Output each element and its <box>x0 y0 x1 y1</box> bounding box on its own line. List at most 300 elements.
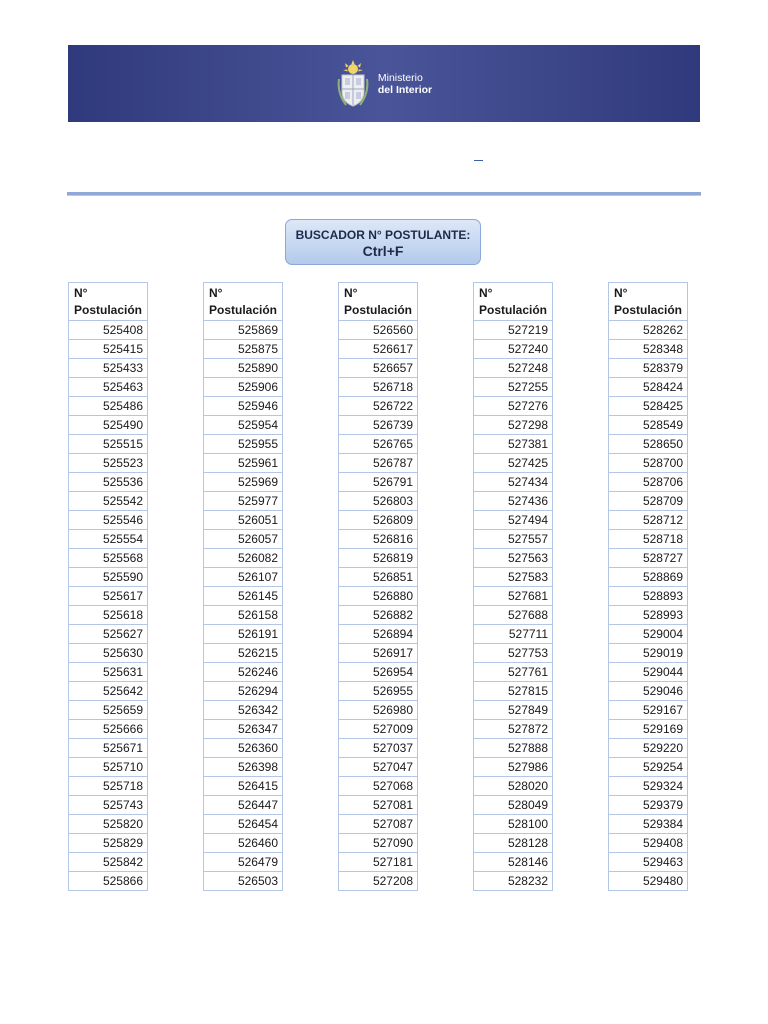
table-row <box>474 378 553 397</box>
table-row <box>474 321 553 340</box>
postulation-table-2 <box>203 282 283 891</box>
table-row <box>609 378 688 397</box>
table-row <box>339 758 418 777</box>
postulation-number: 527986 <box>474 758 553 777</box>
postulation-number: 527494 <box>474 511 553 530</box>
table-row <box>474 625 553 644</box>
postulation-number: 525415 <box>69 340 148 359</box>
table-row <box>474 492 553 511</box>
table-row <box>339 568 418 587</box>
header-line-2: Postulación <box>344 303 413 317</box>
postulation-number: 528232 <box>474 872 553 891</box>
postulation-number: 527815 <box>474 682 553 701</box>
table-row <box>204 492 283 511</box>
postulation-number: 528993 <box>609 606 688 625</box>
table-row <box>204 758 283 777</box>
table-row <box>204 587 283 606</box>
table-header-row <box>474 283 553 321</box>
postulation-table-5 <box>608 282 688 891</box>
postulation-number: 528869 <box>609 568 688 587</box>
table-row <box>474 473 553 492</box>
postulation-number: 527081 <box>339 796 418 815</box>
table-row <box>339 701 418 720</box>
postulation-number: 526739 <box>339 416 418 435</box>
header-line-1: N° <box>74 286 88 300</box>
postulation-number: 528650 <box>609 435 688 454</box>
table-row <box>69 796 148 815</box>
postulation-number: 526460 <box>204 834 283 853</box>
table-row <box>609 682 688 701</box>
postulation-number: 525536 <box>69 473 148 492</box>
postulation-number: 525542 <box>69 492 148 511</box>
postulation-number: 526718 <box>339 378 418 397</box>
postulation-number: 526447 <box>204 796 283 815</box>
postulation-number: 527557 <box>474 530 553 549</box>
table-row <box>609 872 688 891</box>
postulation-table-1 <box>68 282 148 891</box>
table-row <box>204 321 283 340</box>
table-row <box>609 777 688 796</box>
table-row <box>339 473 418 492</box>
table-row <box>339 549 418 568</box>
postulation-number: 525955 <box>204 435 283 454</box>
table-row <box>204 416 283 435</box>
horizontal-rule <box>67 192 701 196</box>
table-row <box>339 340 418 359</box>
table-row <box>69 853 148 872</box>
table-row <box>609 587 688 606</box>
table-row <box>69 340 148 359</box>
table-row <box>474 511 553 530</box>
postulation-number: 526722 <box>339 397 418 416</box>
table-row <box>204 872 283 891</box>
postulation-number: 529167 <box>609 701 688 720</box>
table-row <box>339 492 418 511</box>
table-row <box>339 682 418 701</box>
postulation-number: 525617 <box>69 587 148 606</box>
postulation-number: 525408 <box>69 321 148 340</box>
table-row <box>69 606 148 625</box>
table-row <box>69 568 148 587</box>
postulation-number: 525568 <box>69 549 148 568</box>
postulation-number: 527711 <box>474 625 553 644</box>
postulation-number: 525618 <box>69 606 148 625</box>
postulation-number: 525842 <box>69 853 148 872</box>
postulation-number: 526051 <box>204 511 283 530</box>
coat-of-arms-icon <box>336 59 370 109</box>
postulation-number: 525820 <box>69 815 148 834</box>
postulation-number: 529254 <box>609 758 688 777</box>
postulation-number: 527425 <box>474 454 553 473</box>
search-callout <box>285 219 481 265</box>
postulation-number: 528128 <box>474 834 553 853</box>
postulation-number: 527888 <box>474 739 553 758</box>
table-row <box>339 644 418 663</box>
postulation-number: 527219 <box>474 321 553 340</box>
postulation-number: 525710 <box>69 758 148 777</box>
table-row <box>339 815 418 834</box>
table-row <box>339 606 418 625</box>
table-row <box>474 397 553 416</box>
postulation-number: 526158 <box>204 606 283 625</box>
table-row <box>69 834 148 853</box>
table-row <box>474 777 553 796</box>
postulation-number: 525866 <box>69 872 148 891</box>
postulation-number: 527434 <box>474 473 553 492</box>
table-row <box>474 340 553 359</box>
postulation-number: 528049 <box>474 796 553 815</box>
ministry-logo <box>336 59 432 109</box>
postulation-number: 525671 <box>69 739 148 758</box>
table-row <box>474 663 553 682</box>
postulation-number: 527037 <box>339 739 418 758</box>
postulation-number: 525627 <box>69 625 148 644</box>
postulation-number: 526398 <box>204 758 283 777</box>
postulation-number: 528706 <box>609 473 688 492</box>
table-row <box>69 416 148 435</box>
postulation-number: 526415 <box>204 777 283 796</box>
table-row <box>474 549 553 568</box>
postulation-number: 526657 <box>339 359 418 378</box>
table-row <box>474 739 553 758</box>
postulation-number: 526347 <box>204 720 283 739</box>
table-row <box>609 492 688 511</box>
table-row <box>69 549 148 568</box>
postulation-number: 528146 <box>474 853 553 872</box>
table-row <box>204 378 283 397</box>
postulation-number: 525515 <box>69 435 148 454</box>
postulation-number: 526980 <box>339 701 418 720</box>
table-row <box>204 549 283 568</box>
table-row <box>69 492 148 511</box>
table-row <box>339 720 418 739</box>
postulation-number: 526107 <box>204 568 283 587</box>
postulation-number: 526791 <box>339 473 418 492</box>
postulation-number: 526191 <box>204 625 283 644</box>
postulation-number: 526819 <box>339 549 418 568</box>
column-header <box>339 283 418 321</box>
table-row <box>474 435 553 454</box>
postulation-number: 527240 <box>474 340 553 359</box>
postulation-number: 526954 <box>339 663 418 682</box>
table-row <box>204 606 283 625</box>
postulation-number: 525961 <box>204 454 283 473</box>
table-row <box>204 511 283 530</box>
table-header-row <box>339 283 418 321</box>
postulation-number: 528709 <box>609 492 688 511</box>
postulation-number: 527761 <box>474 663 553 682</box>
postulation-number: 525631 <box>69 663 148 682</box>
header-line-1: N° <box>614 286 628 300</box>
postulation-number: 529004 <box>609 625 688 644</box>
postulation-number: 527688 <box>474 606 553 625</box>
table-row <box>609 625 688 644</box>
postulation-number: 526057 <box>204 530 283 549</box>
postulation-number: 528893 <box>609 587 688 606</box>
table-row <box>339 663 418 682</box>
table-row <box>474 587 553 606</box>
table-row <box>204 359 283 378</box>
table-row <box>204 853 283 872</box>
postulation-number: 526246 <box>204 663 283 682</box>
table-row <box>69 663 148 682</box>
postulation-number: 527208 <box>339 872 418 891</box>
table-header-row <box>204 283 283 321</box>
postulation-number: 527009 <box>339 720 418 739</box>
table-row <box>69 625 148 644</box>
table-row <box>339 625 418 644</box>
table-row <box>204 720 283 739</box>
postulation-number: 527563 <box>474 549 553 568</box>
table-row <box>339 397 418 416</box>
table-row <box>204 473 283 492</box>
table-row <box>474 796 553 815</box>
postulation-number: 529408 <box>609 834 688 853</box>
table-row <box>339 834 418 853</box>
table-row <box>69 397 148 416</box>
postulation-number: 525546 <box>69 511 148 530</box>
postulation-number: 526917 <box>339 644 418 663</box>
table-row <box>204 644 283 663</box>
table-row <box>339 777 418 796</box>
postulation-number: 526215 <box>204 644 283 663</box>
table-row <box>69 511 148 530</box>
table-row <box>609 663 688 682</box>
postulation-number: 525523 <box>69 454 148 473</box>
table-row <box>609 511 688 530</box>
table-row <box>474 758 553 777</box>
table-row <box>339 511 418 530</box>
column-header <box>204 283 283 321</box>
search-title: BUSCADOR N° POSTULANTE: <box>295 228 471 242</box>
table-row <box>339 739 418 758</box>
table-row <box>204 815 283 834</box>
table-row <box>474 853 553 872</box>
header-line-2: Postulación <box>74 303 143 317</box>
postulation-number: 526809 <box>339 511 418 530</box>
postulation-number: 528379 <box>609 359 688 378</box>
table-row <box>609 796 688 815</box>
table-row <box>69 815 148 834</box>
table-row <box>609 359 688 378</box>
table-row <box>339 454 418 473</box>
postulation-number: 528348 <box>609 340 688 359</box>
postulation-number: 525969 <box>204 473 283 492</box>
table-row <box>204 701 283 720</box>
postulation-number: 528727 <box>609 549 688 568</box>
postulation-number: 525666 <box>69 720 148 739</box>
table-row <box>339 853 418 872</box>
logo-line-2: del Interior <box>377 83 433 96</box>
table-row <box>609 815 688 834</box>
table-row <box>474 682 553 701</box>
postulation-number: 528262 <box>609 321 688 340</box>
table-row <box>474 454 553 473</box>
postulation-number: 527087 <box>339 815 418 834</box>
postulation-number: 527298 <box>474 416 553 435</box>
table-row <box>339 530 418 549</box>
table-row <box>204 568 283 587</box>
table-row <box>204 739 283 758</box>
postulation-number: 527068 <box>339 777 418 796</box>
header-line-1: N° <box>344 286 358 300</box>
postulation-number: 525954 <box>204 416 283 435</box>
postulation-number: 525946 <box>204 397 283 416</box>
table-row <box>609 321 688 340</box>
postulation-number: 526882 <box>339 606 418 625</box>
postulation-number: 526803 <box>339 492 418 511</box>
postulation-number: 525433 <box>69 359 148 378</box>
table-row <box>204 435 283 454</box>
postulation-number: 526360 <box>204 739 283 758</box>
table-row <box>609 606 688 625</box>
postulation-number: 526503 <box>204 872 283 891</box>
postulation-number: 527753 <box>474 644 553 663</box>
table-row <box>609 720 688 739</box>
table-row <box>609 758 688 777</box>
table-row <box>474 359 553 378</box>
header-line-1: N° <box>479 286 493 300</box>
postulation-number: 525630 <box>69 644 148 663</box>
postulation-number: 526082 <box>204 549 283 568</box>
table-row <box>609 834 688 853</box>
table-row <box>204 663 283 682</box>
postulation-number: 526617 <box>339 340 418 359</box>
table-row <box>204 397 283 416</box>
logo-line-1: Ministerio <box>377 71 423 84</box>
postulation-number: 525869 <box>204 321 283 340</box>
table-row <box>69 530 148 549</box>
table-row <box>609 340 688 359</box>
underscore-mark <box>474 160 483 161</box>
postulation-number: 528100 <box>474 815 553 834</box>
table-row <box>69 359 148 378</box>
table-row <box>609 739 688 758</box>
postulation-number: 525718 <box>69 777 148 796</box>
postulation-number: 526880 <box>339 587 418 606</box>
table-row <box>609 473 688 492</box>
table-row <box>474 872 553 891</box>
postulation-number: 528712 <box>609 511 688 530</box>
postulation-number: 527047 <box>339 758 418 777</box>
postulation-number: 529480 <box>609 872 688 891</box>
postulation-number: 529384 <box>609 815 688 834</box>
table-row <box>69 587 148 606</box>
table-row <box>204 530 283 549</box>
table-row <box>204 796 283 815</box>
postulation-number: 526765 <box>339 435 418 454</box>
table-row <box>69 644 148 663</box>
postulation-number: 529019 <box>609 644 688 663</box>
table-row <box>474 568 553 587</box>
postulation-number: 529220 <box>609 739 688 758</box>
postulation-number: 526560 <box>339 321 418 340</box>
postulation-number: 525977 <box>204 492 283 511</box>
postulation-number: 527255 <box>474 378 553 397</box>
postulation-number: 526145 <box>204 587 283 606</box>
postulation-number: 529324 <box>609 777 688 796</box>
table-row <box>474 815 553 834</box>
postulation-number: 526342 <box>204 701 283 720</box>
table-row <box>69 321 148 340</box>
table-row <box>609 568 688 587</box>
table-row <box>609 530 688 549</box>
postulation-number: 527381 <box>474 435 553 454</box>
table-row <box>69 454 148 473</box>
postulation-number: 526294 <box>204 682 283 701</box>
table-row <box>339 416 418 435</box>
table-row <box>474 720 553 739</box>
column-header <box>69 283 148 321</box>
postulation-number: 526955 <box>339 682 418 701</box>
table-row <box>609 454 688 473</box>
postulation-table-3 <box>338 282 418 891</box>
header-line-2: Postulación <box>614 303 683 317</box>
postulation-number: 525829 <box>69 834 148 853</box>
postulation-number: 527436 <box>474 492 553 511</box>
postulation-number: 527276 <box>474 397 553 416</box>
table-row <box>609 435 688 454</box>
search-shortcut: Ctrl+F <box>362 243 404 259</box>
table-header-row <box>69 283 148 321</box>
postulation-number: 529379 <box>609 796 688 815</box>
table-row <box>69 435 148 454</box>
table-row <box>69 739 148 758</box>
postulation-number: 526787 <box>339 454 418 473</box>
table-row <box>609 397 688 416</box>
table-row <box>609 853 688 872</box>
table-row <box>339 435 418 454</box>
postulation-number: 528718 <box>609 530 688 549</box>
table-row <box>474 416 553 435</box>
postulation-number: 527248 <box>474 359 553 378</box>
table-row <box>204 625 283 644</box>
table-row <box>69 473 148 492</box>
postulation-number: 528020 <box>474 777 553 796</box>
postulation-number: 525659 <box>69 701 148 720</box>
postulation-number: 526851 <box>339 568 418 587</box>
postulation-number: 528424 <box>609 378 688 397</box>
header-line-2: Postulación <box>209 303 278 317</box>
postulation-number: 527872 <box>474 720 553 739</box>
table-row <box>474 606 553 625</box>
table-row <box>609 701 688 720</box>
postulation-number: 527090 <box>339 834 418 853</box>
postulation-number: 525486 <box>69 397 148 416</box>
column-header <box>609 283 688 321</box>
table-row <box>69 701 148 720</box>
table-row <box>339 872 418 891</box>
header-line-2: Postulación <box>479 303 548 317</box>
postulation-number: 525875 <box>204 340 283 359</box>
postulation-number: 525642 <box>69 682 148 701</box>
table-header-row <box>609 283 688 321</box>
table-row <box>69 682 148 701</box>
postulation-number: 528425 <box>609 397 688 416</box>
table-row <box>339 796 418 815</box>
table-row <box>339 359 418 378</box>
postulation-number: 528549 <box>609 416 688 435</box>
header-line-1: N° <box>209 286 223 300</box>
table-row <box>609 416 688 435</box>
postulation-number: 529169 <box>609 720 688 739</box>
postulation-number: 527849 <box>474 701 553 720</box>
table-row <box>204 340 283 359</box>
table-row <box>474 701 553 720</box>
table-row <box>339 587 418 606</box>
postulation-number: 529463 <box>609 853 688 872</box>
table-row <box>474 834 553 853</box>
